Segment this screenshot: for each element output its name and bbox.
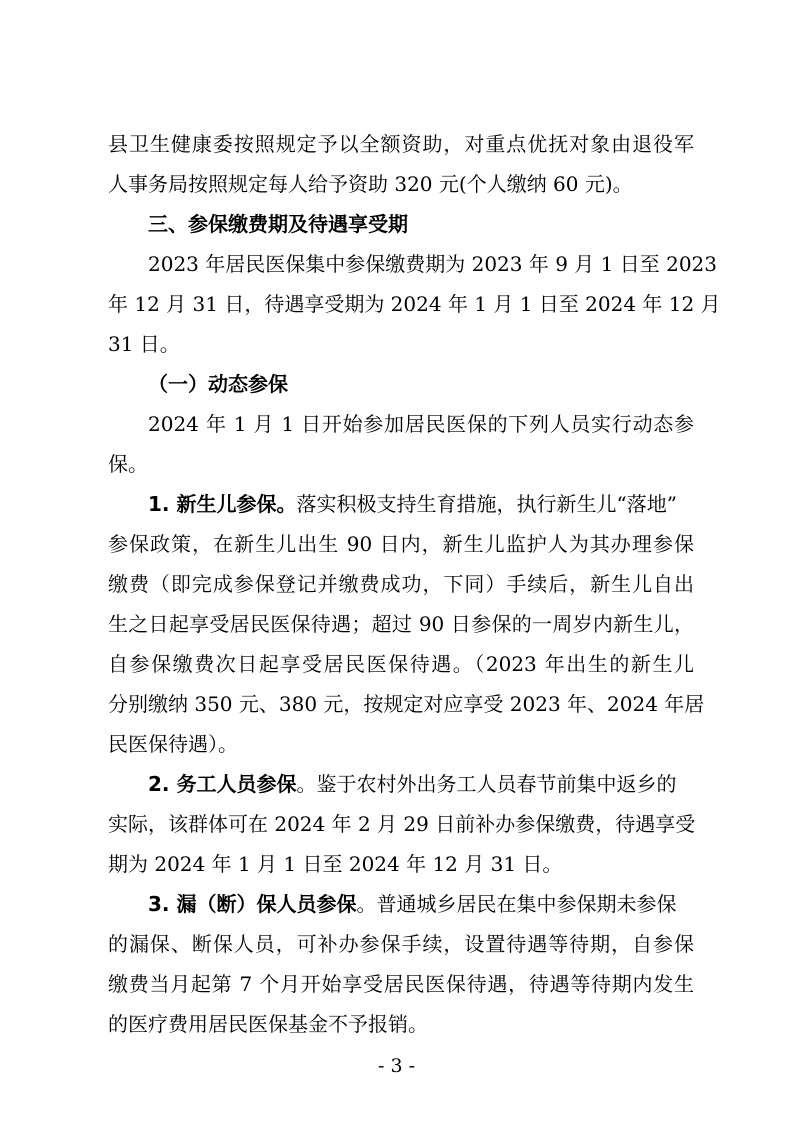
body-line: 实际，该群体可在 2024 年 2 月 29 日前补办参保缴费，待遇享受 xyxy=(108,812,696,836)
body-line: 年 12 月 31 日，待遇享受期为 2024 年 1 月 1 日至 2024 年 12 月 xyxy=(108,292,721,316)
page-number: - 3 - xyxy=(377,1055,415,1077)
list-item-line xyxy=(148,492,694,516)
body-line: 2024 年 1 月 1 日开始参加居民医保的下列人员实行动态参 xyxy=(148,412,694,436)
body-line: 31 日。 xyxy=(108,332,180,356)
body-line: 分别缴纳 350 元、380 元，按规定对应享受 2023 年、2024 年居 xyxy=(108,692,705,716)
body-line: 的漏保、断保人员，可补办参保手续，设置待遇等待期，自参保 xyxy=(108,932,694,956)
body-line: 保。 xyxy=(108,452,148,476)
body-line: 生之日起享受居民医保待遇；超过 90 日参保的一周岁内新生儿， xyxy=(108,612,694,636)
item-text: 落实积极支持生育措施，执行新生儿“落地” xyxy=(296,492,677,516)
item-title: 2. 务工人员参保 xyxy=(148,772,297,796)
body-line: 2023 年居民医保集中参保缴费期为 2023 年 9 月 1 日至 2023 xyxy=(148,252,718,276)
item-text: 。鉴于农村外出务工人员春节前集中返乡的 xyxy=(296,772,677,796)
subheading: （一）动态参保 xyxy=(148,372,288,396)
list-item-line xyxy=(148,772,694,796)
body-line: 期为 2024 年 1 月 1 日至 2024 年 12 月 31 日。 xyxy=(108,852,563,876)
body-line: 缴费（即完成参保登记并缴费成功，下同）手续后，新生儿自出 xyxy=(108,572,694,596)
body-line: 的医疗费用居民医保基金不予报销。 xyxy=(108,1012,428,1036)
list-item-line xyxy=(148,892,694,916)
body-line: 人事务局按照规定每人给予资助 320 元(个人缴纳 60 元)。 xyxy=(108,172,633,196)
body-line: 县卫生健康委按照规定予以全额资助，对重点优抚对象由退役军 xyxy=(108,132,694,156)
body-line: 民医保待遇）。 xyxy=(108,732,238,756)
item-text: 。普通城乡居民在集中参保期未参保 xyxy=(356,892,677,916)
item-title: 3. 漏（断）保人员参保 xyxy=(148,892,357,916)
section-heading: 三、参保缴费期及待遇享受期 xyxy=(148,212,408,236)
body-line: 自参保缴费次日起享受居民医保待遇。（2023 年出生的新生儿 xyxy=(108,652,694,676)
body-line: 缴费当月起第 7 个月开始享受居民医保待遇，待遇等待期内发生 xyxy=(108,972,694,996)
body-line: 参保政策，在新生儿出生 90 日内，新生儿监护人为其办理参保 xyxy=(108,532,694,556)
item-title: 1. 新生儿参保。 xyxy=(148,492,297,516)
